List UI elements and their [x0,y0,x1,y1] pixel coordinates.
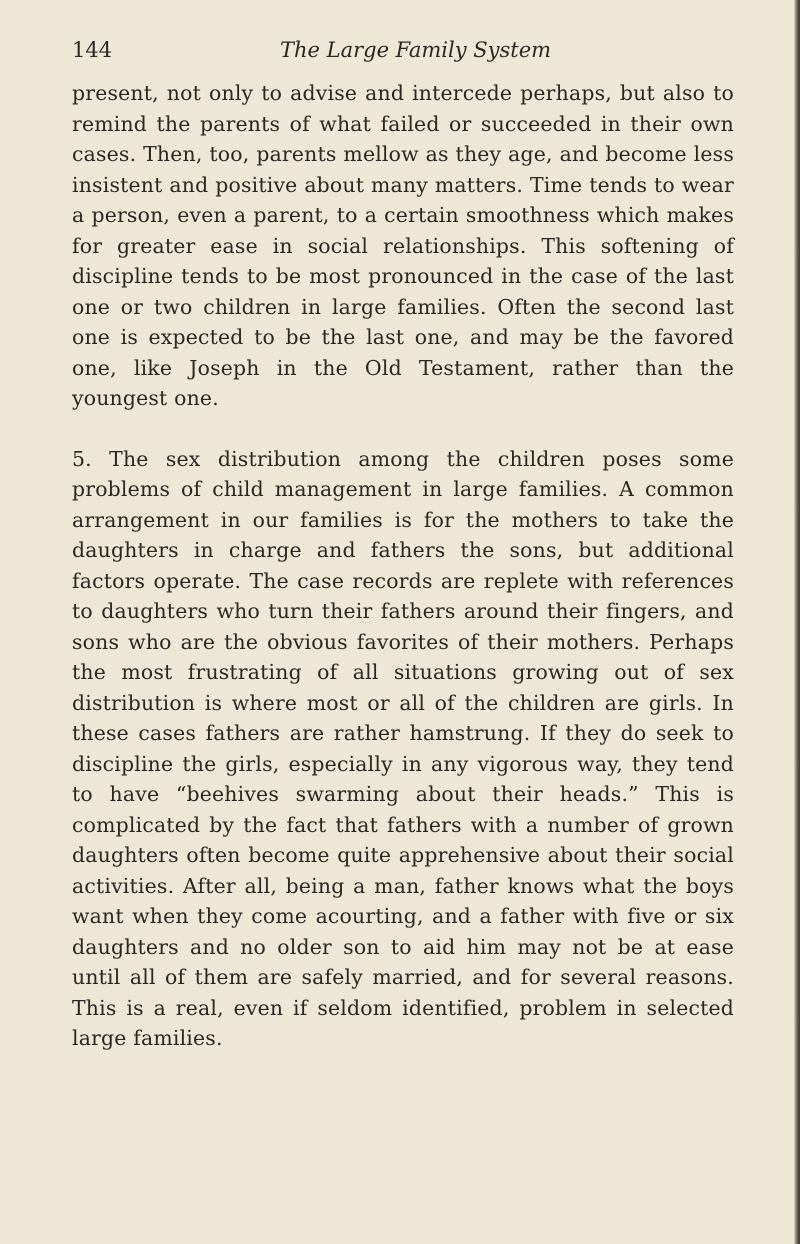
page-edge-shadow [794,0,800,1244]
page-number: 144 [72,38,113,62]
paragraph-gap [72,414,734,444]
page-body [72,78,734,1054]
running-head: The Large Family System [280,38,552,62]
paragraph-continuation: present, not only to advise and intercede perhaps, but also to remind the parents of what failed or succeeded in their own cases. Then, too, parents mellow as they age, and become less insistent and positive about many matters. Time tends to wear a person, even a parent, to a certain smoothness which makes for greater ease in social relationships. This softening of discipline tends to be most pronounced in the case of the last one or two children in large families. Often the second last one is expected to be the last one, and may be the favored one, like Joseph in the Old Testament, rather than the youngest one. [72,81,734,410]
page-header [72,34,732,66]
paragraph-sex-distribution: 5. The sex distribution among the children poses some problems of child management in large families. A common arrangement in our families is for the mothers to take the daughters in charge and fathers the sons, but additional factors operate. The case records are replete with references to daughters who turn their fathers around their fingers, and sons who are the obvious favorites of their mothers. Perhaps the most frustrating of all situations growing out of sex distribution is where most or all of the children are girls. In these cases fathers are rather hamstrung. If they do seek to discipline the girls, especially in any vigorous way, they tend to have “beehives swarming about their heads.” This is complicated by the fact that fathers with a number of grown daughters often become quite apprehensive about their social activities. After all, being a man, father knows what the boys want when they come acourting, and a father with five or six daughters and no older son to aid him may not be at ease until all of them are safely married, and for several reasons. This is a real, even if seldom identified, problem in selected large families. [72,446,734,1050]
